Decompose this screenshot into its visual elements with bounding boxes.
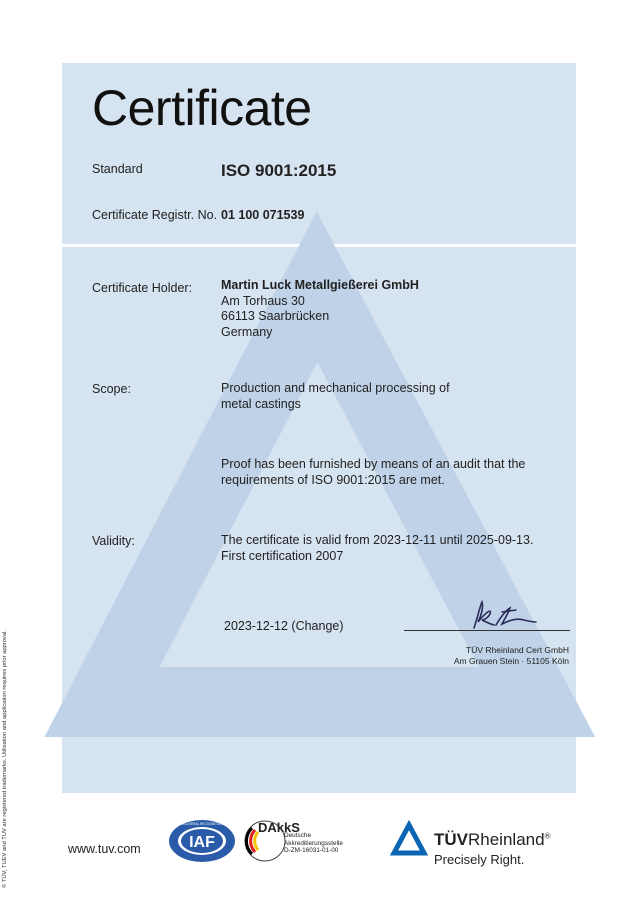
footer-url[interactable]: www.tuv.com	[68, 842, 141, 856]
trademark-note: © TÜV, TUEV and TUV are registered trademarks. Utilisation and application requires prior approval.	[2, 630, 8, 888]
signature-line	[404, 630, 570, 631]
validity-label: Validity:	[92, 534, 135, 548]
dakks-text	[284, 832, 343, 855]
scope-label: Scope:	[92, 382, 131, 396]
issuer-line: Am Grauen Stein · 51105 Köln	[453, 656, 569, 666]
issue-date: 2023-12-12 (Change)	[224, 619, 344, 633]
dakks-line: Akkreditierungsstelle	[284, 839, 343, 847]
tuv-registered-mark: ®	[544, 831, 551, 841]
issuer-line: TÜV Rheinland Cert GmbH	[466, 645, 569, 655]
dakks-brand: DAkkS	[258, 820, 300, 835]
registr-value: 01 100 071539	[221, 208, 305, 222]
holder-label: Certificate Holder:	[92, 281, 193, 295]
signature-image	[466, 598, 540, 632]
tuv-slogan: Precisely Right.	[434, 852, 525, 867]
validity-line: First certification 2007	[221, 548, 344, 563]
scope-line: Production and mechanical processing of	[221, 381, 450, 395]
holder-address-line: Am Torhaus 30	[221, 293, 305, 308]
proof-line: Proof has been furnished by means of an audit that the	[221, 457, 526, 471]
standard-label: Standard	[92, 162, 143, 176]
scope-line: metal castings	[221, 396, 301, 411]
validity-block	[221, 533, 533, 564]
tuv-name-rest: Rheinland	[468, 830, 545, 849]
tuv-triangle-logo-icon	[391, 822, 427, 856]
holder-address-line: 66113 Saarbrücken	[221, 309, 330, 323]
page-title: Certificate	[92, 80, 312, 136]
iaf-logo-icon	[155, 818, 249, 864]
iaf-ring-text: MEMBER OF MULTILATERAL RECOGNITION ARRANGEMENT	[155, 822, 249, 826]
holder-block	[221, 278, 419, 340]
proof-block	[221, 457, 525, 488]
standard-value: ISO 9001:2015	[221, 161, 337, 180]
issuer-block	[454, 645, 569, 667]
holder-address-line: Germany	[221, 324, 273, 339]
proof-line: requirements of ISO 9001:2015 are met.	[221, 472, 445, 487]
registr-label: Certificate Registr. No.	[92, 208, 218, 222]
dakks-line: D-ZM-16031-01-00	[284, 847, 339, 855]
tuv-name-bold: TÜV	[434, 830, 468, 849]
iaf-mark: IAF	[189, 834, 215, 851]
scope-block	[221, 381, 450, 412]
holder-name: Martin Luck Metallgießerei GmbH	[221, 278, 419, 292]
dakks-line: Deutsche	[284, 832, 311, 839]
tuv-brand-name	[434, 830, 550, 850]
validity-line: The certificate is valid from 2023-12-11 until 2025-09-13.	[221, 533, 534, 547]
